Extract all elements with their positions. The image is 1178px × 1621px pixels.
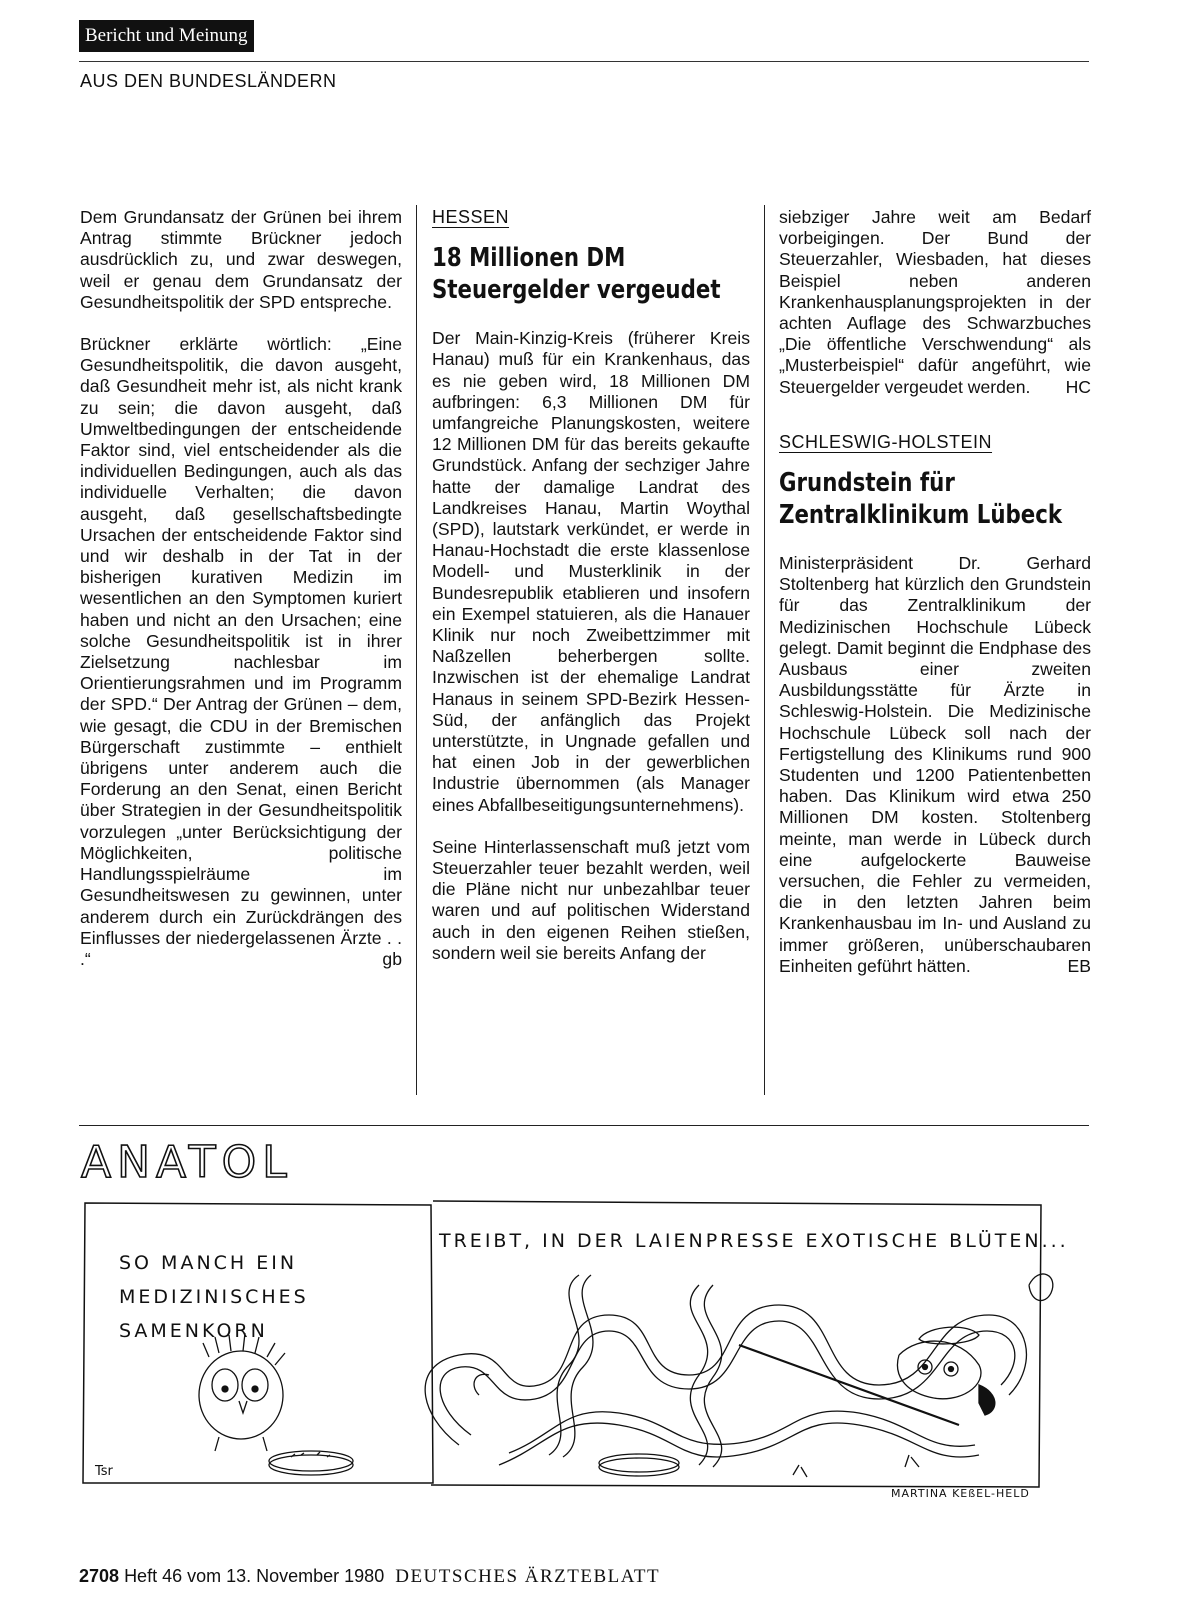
article-headline: 18 Millionen DM Steuergelder vergeudet [432,243,721,306]
rubric-label: Bericht und Meinung [79,20,254,52]
column-divider [416,205,417,1095]
paragraph-text: siebziger Jahre weit am Bedarf vorbeigingen. Der Bund der Steuerzahler, Wiesbaden, hat dieses Beispiel neben anderen Krankenhausplanungsprojekten in der achten Auflage des Schwarzbuches „Die öffentliche Verschwendung“ als „Musterbeispiel“ dafür angeführt, wie Steuergelder vergeudet werden. [779,207,1091,397]
cartoon-divider [79,1125,1089,1126]
author-signature: HC [1065,376,1091,397]
cartoon-title: ANATOL [81,1137,293,1188]
caption-left-line-2: MEDIZINISCHES [119,1286,309,1308]
artist-signature: MARTINA KEßEL-HELD [891,1487,1030,1500]
snake-maze [425,1274,1053,1477]
article-column-1 [80,207,402,991]
anatol-cartoon [79,1135,1089,1555]
article-column-2 [432,207,750,985]
paragraph-with-signature [779,553,1091,977]
author-signature: EB [1067,955,1091,976]
region-label: HESSEN [432,207,510,227]
caption-right: TREIBT, IN DER LAIENPRESSE EXOTISCHE BLÜTEN... [439,1230,1069,1252]
caption-left-line-1: SO MANCH EIN [119,1252,298,1274]
author-signature: gb [382,948,402,969]
owl-figure [199,1333,353,1475]
cartoonist-mark: Tsr [95,1464,113,1479]
issue-info: Heft 46 vom 13. November 1980 [124,1566,385,1586]
paragraph: Dem Grundansatz der Grünen bei ihrem Antrag stimmte Brückner jedoch ausdrücklich zu, und zwar deswegen, weil er genau dem Grundansatz der Gesundheitspolitik der SPD entspreche. [80,207,402,312]
paragraph-with-signature [779,207,1091,398]
article-column-3 [779,207,1091,998]
paragraph-with-signature [80,334,402,970]
caption-left-line-3: SAMENKORN [119,1320,268,1342]
cartoon-drawing [79,1135,1089,1555]
paragraph-text: Brückner erklärte wörtlich: „Eine Gesundheitspolitik, die davon ausgeht, daß Gesundheit mehr ist, als nicht krank zu sein; die davon ausgeht, daß Umweltbedingungen der entscheidende Faktor sind, viel entscheidender als die individuellen Bedingungen, auch als das individuelle Verhalten; die davon ausgeht, daß gesellschaftsbedingte Ursachen der entscheidende Faktor sind und wir deshalb in der Tat in der bisherigen kurativen Medizin im wesentlichen an den Symptomen kuriert haben und nicht an den Ursachen; eine solche Gesundheitspolitik ist in ihrer Zielsetzung nachlesbar im Orientierungsrahmen und im Programm der SPD.“ Der Antrag der Grünen – dem, wie gesagt, die CDU in der Bremischen Bürgerschaft zustimmte – enthielt übrigens unter anderem auch die Forderung an den Senat, einen Bericht über Strategien in der Gesundheitspolitik vorzulegen „unter Berücksichtigung der Möglichkeiten, politische Handlungsspielräume im Gesundheitswesen zu gewinnen, unter anderem durch ein Zurückdrängen des Einflusses der niedergelassenen Ärzte . . .“ [80,334,402,969]
journal-name: DEUTSCHES ÄRZTEBLATT [395,1566,661,1587]
paragraph: Seine Hinterlassenschaft muß jetzt vom Steuerzahler teuer bezahlt werden, weil die Pläne nicht nur unbezahlbar teuer waren und auf politischen Widerstand auch in den eigenen Reihen stießen, sondern weil sie bereits Anfang der [432,836,750,963]
column-divider [764,205,765,1095]
article-headline: Grundstein für Zentralklinikum Lübeck [779,468,1063,531]
page-number: 2708 [79,1566,120,1586]
paragraph-text: Ministerpräsident Dr. Gerhard Stoltenberg hat kürzlich den Grundstein für das Zentralklinikum der Medizinischen Hochschule Lübeck gelegt. Damit beginnt die Endphase des Ausbaus einer zweiten Ausbildungsstätte für Ärzte in Schleswig-Holstein. Die Medizinische Hochschule Lübeck soll nach der Fertigstellung des Klinikums rund 900 Studenten und 1200 Patientenbetten haben. Das Klinikum wird etwa 250 Millionen DM kosten. Stoltenberg meinte, man werde in Lübeck durch eine aufgelockerte Bauweise versuchen, die Fehler zu vermeiden, die in den letzten Jahren beim Krankenhausbau im In- und Ausland zu immer größeren, unüberschaubaren Einheiten geführt hätten. [779,553,1092,976]
paragraph: Der Main-Kinzig-Kreis (früherer Kreis Hanau) muß für ein Krankenhaus, das es nie geben wird, 18 Millionen DM aufbringen: 6,3 Millionen DM für umfangreiche Planungskosten, weitere 12 Millionen DM für das bereits gekaufte Grundstück. Anfang der sechziger Jahre hatte der damalige Landrat des Landkreises Hanau, Martin Woythal (SPD), lautstark verkündet, er werde in Hanau-Hochstadt die erste klassenlose Modell- und Musterklinik in der Bundesrepublik etablieren und insofern ein Exempel statuieren, als die Hanauer Klinik nur noch Zweibettzimmer mit Naßzellen beherbergen sollte. Inzwischen ist der ehemalige Landrat Hanaus in seinem SPD-Bezirk Hessen-Süd, der anfänglich das Projekt unterstützte, in Ungnade gefallen und hat einen Job in der gewerblichen Industrie übernommen (als Manager eines Abfallbeseitigungsunternehmens). [432,328,750,815]
page-footer [79,1566,660,1588]
region-label: SCHLESWIG-HOLSTEIN [779,431,993,452]
section-label: AUS DEN BUNDESLÄNDERN [80,71,337,91]
top-divider [79,61,1089,62]
